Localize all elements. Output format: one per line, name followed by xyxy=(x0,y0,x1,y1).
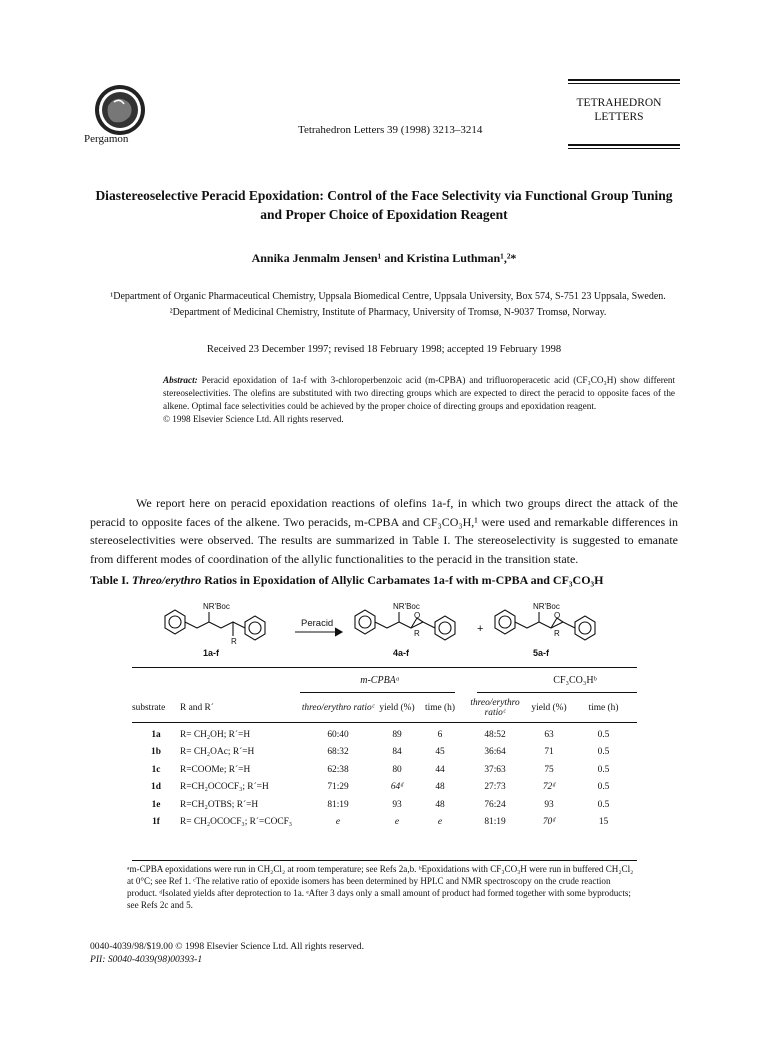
table-caption-prefix: Table I. xyxy=(90,573,129,587)
abstract-label: Abstract: xyxy=(163,375,198,385)
abstract xyxy=(163,374,675,426)
table-row xyxy=(132,726,637,744)
cell-yield-mcpba: 64ᵈ xyxy=(390,782,404,793)
substituent-2: NR'Boc xyxy=(393,602,420,611)
group-rule-cf3co3h xyxy=(477,692,637,693)
cell-r: R= CH₂OCOCF₃; R´=COCF₃ xyxy=(180,817,293,828)
benzene-ring-right-2 xyxy=(435,616,455,640)
cell-time-cf3: 0.5 xyxy=(597,782,610,793)
chain-2 xyxy=(375,622,435,628)
compound-label-5: 5a-f xyxy=(533,648,550,658)
table-rule-header xyxy=(132,722,637,723)
epoxide-o-3: O xyxy=(554,611,561,620)
table-row xyxy=(132,814,637,832)
r-label-2: R xyxy=(414,629,420,638)
publisher-name: Pergamon xyxy=(84,133,129,145)
cell-substrate: 1b xyxy=(151,747,161,758)
table-row xyxy=(132,796,637,814)
cell-ratio-cf3: 48:52 xyxy=(484,729,506,740)
cell-ratio-mcpba: e xyxy=(335,817,341,828)
epoxide-o-2: O xyxy=(414,611,421,620)
benzene-ring-left-1-inner xyxy=(169,616,181,628)
cell-ratio-cf3: 37:63 xyxy=(484,764,506,775)
footer-pii: PII: S0040-4039(98)00393-1 xyxy=(90,954,203,965)
benzene-ring-right-3 xyxy=(575,616,595,640)
cell-time-mcpba: 48 xyxy=(435,799,445,810)
col-header-ratio-mcpba: threo/erythro ratioᶜ xyxy=(301,703,375,713)
cell-yield-mcpba: 80 xyxy=(392,764,402,775)
col-header-time-mcpba: time (h) xyxy=(425,703,455,713)
substituent-3: NR'Boc xyxy=(533,602,560,611)
table-rule-bottom xyxy=(132,860,637,861)
col-header-yield-mcpba: yield (%) xyxy=(379,703,415,713)
cell-substrate: 1d xyxy=(151,782,161,793)
author-affiliations: ¹Department of Organic Pharmaceutical Chemistry, Uppsala Biomedical Centre, Uppsala University, Box 574, S-751 23 Uppsala, Sweden. ²Department of Medicinal Chemistry, Institute of Pharmacy, University of Tromsø, N-9037 Tromsø, Norway. xyxy=(110,291,666,318)
cell-yield-mcpba: 93 xyxy=(392,799,402,810)
results-table-body xyxy=(132,726,637,831)
table-footnotes: ᵃm-CPBA epoxidations were run in CH₂Cl₂ at room temperature; see Refs 2a,b. ᵇEpoxidations with CF₃CO₃H were run in buffered CH₂Cl₂ at 0°C; see Ref 1. ᶜThe relative ratio of epoxide isomers has been determined by HPLC and NMR spectroscopy on the crude reaction product. ᵈIsolated yields after deprotection to 1a. ᵉAfter 3 days only a small amount of product had formed together with some byproducts; see Refs 2c and 5. xyxy=(127,864,634,910)
cell-substrate: 1c xyxy=(151,764,161,775)
cell-substrate: 1e xyxy=(151,799,161,810)
compound-label-1: 1a-f xyxy=(203,648,220,658)
journal-citation: Tetrahedron Letters 39 (1998) 3213–3214 xyxy=(298,124,483,136)
cell-substrate: 1a xyxy=(151,729,161,740)
group-rule-mcpba xyxy=(300,692,455,693)
cell-r: R=CH₂OCOCF₃; R´=H xyxy=(180,782,269,793)
cell-time-mcpba: e xyxy=(437,817,443,828)
journal-name-line2: LETTERS xyxy=(594,111,644,123)
table-row xyxy=(132,744,637,762)
col-header-r: R and R´ xyxy=(180,703,214,713)
results-table xyxy=(132,694,637,722)
cell-ratio-mcpba: 60:40 xyxy=(327,729,349,740)
cell-yield-cf3: 75 xyxy=(544,764,554,775)
chain-3 xyxy=(515,622,575,628)
cell-ratio-cf3: 76:24 xyxy=(484,799,506,810)
cell-r: R=COOMe; R´=H xyxy=(180,764,251,775)
table-rule-top xyxy=(132,667,637,668)
article-authors: Annika Jenmalm Jensen¹ and Kristina Luthman¹,²* xyxy=(251,251,517,265)
table-row xyxy=(132,779,637,797)
reaction-scheme xyxy=(155,600,635,660)
col-header-substrate: substrate xyxy=(132,703,166,713)
benzene-ring-right-1 xyxy=(245,616,265,640)
cell-ratio-mcpba: 71:29 xyxy=(327,782,349,793)
benzene-ring-left-3 xyxy=(495,610,515,634)
cell-yield-cf3: 63 xyxy=(544,729,554,740)
journal-rule-bottom xyxy=(568,144,680,146)
cell-time-cf3: 0.5 xyxy=(597,747,610,758)
journal-rule-top-thin xyxy=(568,83,680,84)
body-paragraph: We report here on peracid epoxidation reactions of olefins 1a-f, in which two groups direct the attack of the peracid to opposite faces of the alkene. Two peracids, m-CPBA and CF₃CO₃H,¹ were used and remarkable differences in stereoselectivities were observed. The results are summarized in Table I. The stereoselectivity is suggested to emanate from different modes of coordination of the allylic functionalities to the peracid in the transition state. xyxy=(90,496,678,566)
compound-label-4: 4a-f xyxy=(393,648,410,658)
substituent-1: NR'Boc xyxy=(203,602,230,611)
cell-time-cf3: 0.5 xyxy=(597,764,610,775)
article-title: Diastereoselective Peracid Epoxidation: Control of the Face Selectivity via Functional Group Tuning and Proper Choice of Epoxidation Reagent xyxy=(95,188,673,222)
reagent-label: Peracid xyxy=(301,618,334,629)
journal-name xyxy=(560,96,678,124)
cell-time-mcpba: 48 xyxy=(435,782,445,793)
journal-rule-top xyxy=(568,79,680,81)
col-header-yield-cf3: yield (%) xyxy=(531,703,567,713)
table-caption-rest: Ratios in Epoxidation of Allylic Carbamates 1a-f with m-CPBA and CF₃CO₃H xyxy=(204,573,604,587)
cell-time-cf3: 15 xyxy=(598,817,609,828)
plus-sign: + xyxy=(477,623,484,635)
cell-yield-mcpba: 89 xyxy=(392,729,402,740)
received-dates: Received 23 December 1997; revised 18 February 1998; accepted 19 February 1998 xyxy=(206,344,562,355)
cell-ratio-mcpba: 62:38 xyxy=(327,764,349,775)
page-footer xyxy=(90,940,364,966)
group-header-mcpba: m-CPBAᵃ xyxy=(360,675,400,686)
cell-r: R=CH₂OTBS; R´=H xyxy=(180,799,259,810)
cell-time-mcpba: 6 xyxy=(437,729,443,740)
r-label-1: R xyxy=(231,637,237,646)
cell-yield-cf3: 71 xyxy=(544,747,554,758)
table-header-row xyxy=(132,694,637,722)
cell-ratio-cf3: 36:64 xyxy=(484,747,506,758)
journal-name-line1: TETRAHEDRON xyxy=(576,97,662,109)
footer-issn: 0040-4039/98/$19.00 © 1998 Elsevier Science Ltd. All rights reserved. xyxy=(90,941,364,952)
cell-time-cf3: 0.5 xyxy=(597,729,610,740)
cell-substrate: 1f xyxy=(152,817,160,828)
cell-ratio-mcpba: 81:19 xyxy=(327,799,349,810)
chain-1 xyxy=(185,622,245,628)
cell-ratio-cf3: 81:19 xyxy=(484,817,506,828)
cell-yield-cf3: 72ᵈ xyxy=(542,782,556,793)
table-caption xyxy=(90,573,603,588)
abstract-text: Peracid epoxidation of 1a-f with 3-chloroperbenzoic acid (m-CPBA) and trifluoroperacetic acid (CF₃CO₃H) show different stereoselectivities. The olefins are substituted with two directing groups which are expected to direct the peracid to opposite faces of the alkene. Optimal face selectivities could be achieved by the proper choice of directing groups and epoxidation reagent. xyxy=(163,375,676,411)
cell-yield-mcpba: 84 xyxy=(392,747,402,758)
r-label-3: R xyxy=(554,629,560,638)
benzene-ring-left-1 xyxy=(165,610,185,634)
cell-ratio-mcpba: 68:32 xyxy=(327,747,349,758)
table-caption-italic: Threo/erythro xyxy=(131,573,202,587)
benzene-ring-left-2 xyxy=(355,610,375,634)
cell-time-cf3: 0.5 xyxy=(597,799,610,810)
col-header-time-cf3: time (h) xyxy=(588,703,619,713)
cell-time-mcpba: 44 xyxy=(435,764,445,775)
cell-yield-cf3: 70ᵈ xyxy=(542,817,556,828)
abstract-copyright: © 1998 Elsevier Science Ltd. All rights reserved. xyxy=(163,414,344,424)
group-header-cf3co3h: CF₃CO₃Hᵇ xyxy=(553,675,597,686)
cell-yield-cf3: 93 xyxy=(544,799,554,810)
table-row xyxy=(132,761,637,779)
cell-r: R= CH₂OH; R´=H xyxy=(180,729,251,740)
cell-yield-mcpba: e xyxy=(394,817,400,828)
cell-time-mcpba: 45 xyxy=(435,747,445,758)
col-header-ratio-cf3: threo/erythro ratioᶜ xyxy=(470,698,520,718)
cell-ratio-cf3: 27:73 xyxy=(484,782,506,793)
cell-r: R= CH₂OAc; R´=H xyxy=(180,747,255,758)
journal-rule-bottom-thin xyxy=(568,148,680,149)
